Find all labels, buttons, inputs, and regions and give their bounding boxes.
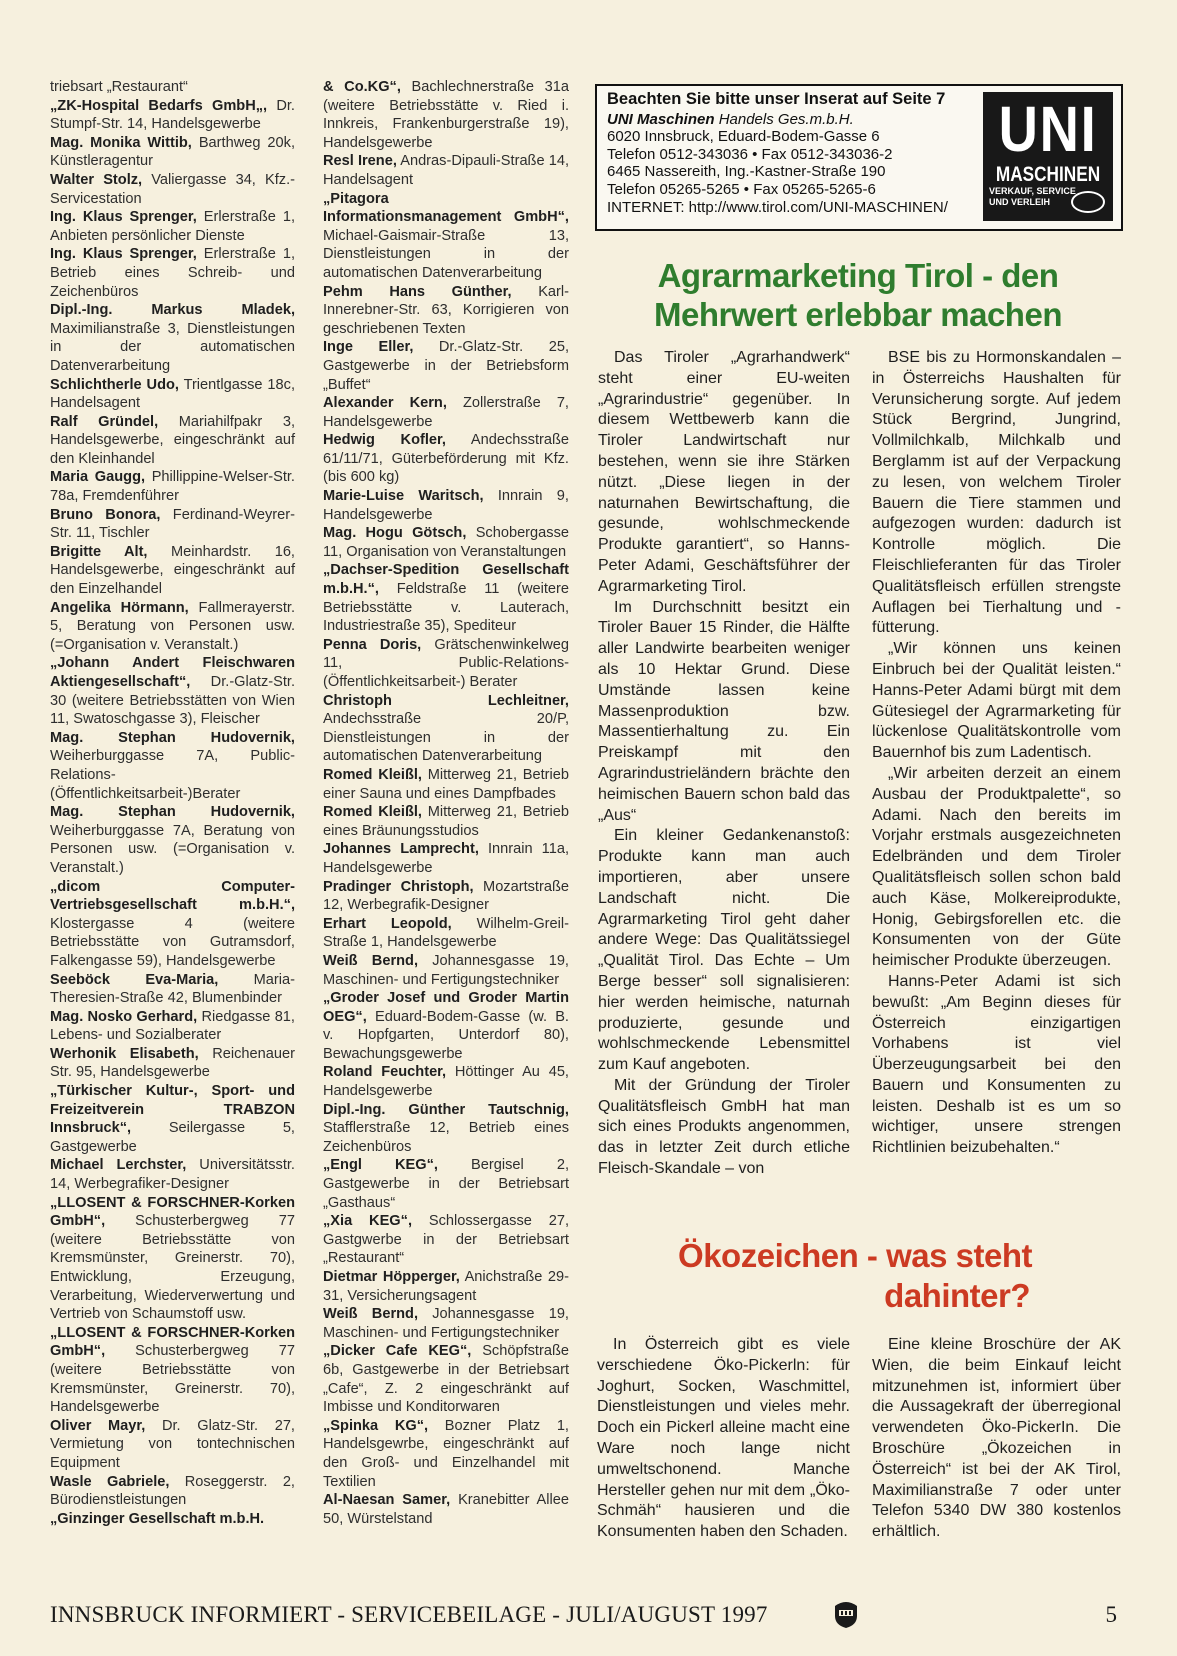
article-paragraph: Hanns-Peter Adami ist sich bewußt: „Am Beginn dieses für Österreich einzigartigen Vorhabens ist viel Überzeugungsarbeit bei den Bauern und Konsumenten zu leisten. Deshalb ist es um so wichtiger, unsere strengen Richtlinien beizubehalten.“ (872, 972, 1121, 1157)
entry-name: Bruno Bonora, (50, 506, 161, 523)
oekozeichen-headline (620, 1236, 1090, 1316)
directory-column-1 (50, 78, 295, 1528)
directory-entry (50, 803, 295, 877)
entry-details: Fallmerayerstr. 5, Beratung von Personen usw.(=Organisation v. Veranstalt.) (50, 599, 295, 653)
entry-details: Schöpfstraße 6b, Gastgewerbe in der Betriebsart „Cafe“, Z. 2 eingeschränkt auf Imbisse und Konditorwaren (323, 1343, 569, 1416)
entry-name: Romed Kleißl, (323, 766, 422, 783)
entry-details: Reichenauer Str. 95, Handelsgewerbe (50, 1045, 295, 1081)
entry-details: Ferdinand-Weyrer-Str. 11, Tischler (50, 506, 295, 542)
directory-entry (50, 1194, 295, 1324)
directory-entry (323, 1101, 569, 1157)
entry-name: Seeböck Eva-Maria, (50, 971, 219, 988)
article-paragraph: Mit der Gründung der Tiroler Qualitätsfleisch GmbH hat man sich eines Produkts angenommen, das in letzter Zeit durch etliche Fleisch-Skandale – von (598, 1076, 850, 1178)
entry-name: Weiß Bernd, (323, 1306, 419, 1323)
oekozeichen-column-1 (597, 1335, 850, 1543)
entry-details: Stafflerstraße 12, Betrieb eines Zeichenbüros (323, 1120, 569, 1155)
directory-entry (323, 1491, 569, 1528)
entry-details: Schlossergasse 27, Gastgwerbe in der Betriebsart „Restaurant“ (323, 1213, 569, 1267)
uni-maschinen-advert (595, 84, 1123, 231)
directory-entry (50, 1045, 295, 1082)
entry-name: Walter Stolz, (50, 171, 143, 188)
entry-details: Roseggerstr. 2, Bürodienstleistungen (50, 1473, 295, 1509)
entry-name: Dipl.-Ing. Günther Tautschnig, (323, 1101, 569, 1118)
entry-name: & Co.KG“, (323, 79, 401, 95)
entry-details: Anichstraße 29-31, Versicherungsagent (323, 1269, 570, 1304)
advert-line: 6020 Innsbruck, Eduard-Bodem-Gasse 6 (607, 128, 880, 146)
advert-company-name: UNI Maschinen (607, 110, 715, 128)
entry-name: „Türkischer Kultur-, Sport- und Freizeitverein TRABZON Innsbruck“, (50, 1083, 295, 1137)
directory-entry (50, 301, 295, 375)
innsbruck-crest-icon (833, 1600, 859, 1628)
entry-details: Wilhelm-Greil-Straße 1, Handelsgewerbe (323, 915, 569, 951)
entry-name: „Ginzinger Gesellschaft m.b.H. (50, 1510, 265, 1527)
entry-details: Johannesgasse 19, Maschinen- und Fertigungstechniker (323, 952, 569, 988)
entry-name: Johannes Lamprecht, (323, 841, 479, 858)
entry-name: „ZK-Hospital Bedarfs GmbH„, (50, 97, 268, 114)
entry-details: Johannesgasse 19, Maschinen- und Fertigungstechniker (323, 1306, 569, 1341)
directory-entry (50, 971, 295, 1008)
entry-details: Barthweg 20k, Künstleragentur (50, 134, 295, 170)
entry-name: „Dicker Cafe KEG“, (323, 1343, 472, 1360)
directory-entry (50, 97, 295, 134)
directory-entry (323, 636, 569, 692)
entry-name: „Engl KEG“, (323, 1157, 438, 1174)
entry-name: Oliver Mayr, (50, 1417, 146, 1434)
article-paragraph: Eine kleine Broschüre der AK Wien, die beim Einkauf leicht mitzunehmen ist, informiert über die Aussagekraft der überregional verwendeten Öko-PickerIn. Die Broschüre „Ökozeichen in Österreich“ ist bei der AK Tirol, Maximilianstraße 7 oder unter Telefon 5340 DW 380 kostenlos erhältlich. (872, 1336, 1121, 1541)
entry-details: Valiergasse 34, Kfz.-Servicestation (50, 171, 295, 207)
directory-entry (323, 1342, 569, 1416)
entry-name: „Spinka KG“, (323, 1417, 429, 1434)
directory-entry (50, 1473, 295, 1510)
directory-entry (50, 413, 295, 469)
directory-column-2 (323, 78, 569, 1528)
directory-entry (50, 878, 295, 971)
entry-details: Weiherburggasse 7A, Public-Relations-(Öffentlichkeitsarbeit-)Berater (50, 748, 295, 802)
entry-name: „Xia KEG“, (323, 1213, 413, 1230)
entry-details: Bozner Platz 1, Handelsgewrbe, eingeschränkt auf den Groß- und Einzelhandel mit Textilien (323, 1417, 569, 1490)
entry-name: Roland Feuchter, (323, 1064, 447, 1081)
entry-details: Andechsstraße 61/11/71, Güterbeförderung mit Kfz. (bis 600 kg) (323, 432, 570, 486)
entry-name: Al-Naesan Samer, (323, 1492, 451, 1509)
entry-name: Maria Gaugg, (50, 469, 146, 486)
headline-line: Mehrwert erlebbar machen (654, 296, 1062, 333)
directory-entry (50, 1082, 295, 1156)
entry-name: Erhart Leopold, (323, 915, 452, 932)
directory-entry (50, 171, 295, 208)
oekozeichen-column-2 (872, 1335, 1121, 1543)
entry-name: Alexander Kern, (323, 395, 447, 412)
entry-details: Dr. Stumpf-Str. 14, Handelsgewerbe (50, 97, 295, 133)
entry-details: Riedgasse 81, Lebens- und Sozialberater (50, 1008, 295, 1044)
page-footer (50, 1602, 1125, 1632)
entry-name: Christoph Lechleitner, (323, 692, 569, 709)
entry-name: „Dachser-Spedition Gesellschaft m.b.H.“, (323, 562, 569, 598)
entry-details: Phillippine-Welser-Str. 78a, Fremdenführer (50, 469, 295, 505)
entry-details: Seilergasse 5, Gastgewerbe (50, 1120, 295, 1155)
entry-name: Angelika Hörmann, (50, 599, 189, 616)
headline-line: Agrarmarketing Tirol - den (657, 257, 1059, 294)
directory-entry (323, 840, 569, 877)
directory-entry (323, 915, 569, 952)
entry-name: Penna Doris, (323, 636, 422, 653)
article-paragraph: Das Tiroler „Agrarhandwerk“ steht einer EU-weiten „Agrarindustrie“ gegenüber. In diesem Wettbewerb kann die Tiroler Landwirtschaft nur bestehen, wenn sie ihre Stärken nützt. „Diese liegen in der naturnahen Bewirtschaftung, die gesunde, wohlschmeckende Produkte garantiert“, so Hanns-Peter Adami, Geschäftsführer der Agrarmarketing Tirol. (598, 349, 850, 595)
directory-entry (323, 78, 569, 152)
directory-entry (323, 1417, 569, 1491)
directory-entry (50, 376, 295, 413)
entry-details: Schobergasse 11, Organisation von Veranstaltungen (323, 525, 569, 560)
advert-company (607, 111, 962, 129)
entry-details: Grätschenwinkelweg 11, Public-Relations-(Öffentlichkeitsarbeit-) Berater (323, 636, 569, 690)
directory-entry (50, 134, 295, 171)
directory-entry (50, 1156, 295, 1193)
directory-entry (50, 208, 295, 245)
advert-line: 6465 Nassereith, Ing.-Kastner-Straße 190 (607, 163, 886, 181)
entry-name: „LLOSENT & FORSCHNER-Korken GmbH“, (50, 1194, 295, 1230)
entry-name: Mag. Stephan Hudovernik, (50, 729, 295, 746)
entry-name: Pehm Hans Günther, (323, 283, 512, 300)
entry-details: Erlerstraße 1, Betrieb eines Schreib- und Zeichenbüros (50, 246, 296, 300)
entry-details: Maria-Theresien-Straße 42, Blumenbinder (50, 971, 295, 1007)
footer-title: INNSBRUCK INFORMIERT - SERVICEBEILAGE - JULI/AUGUST 1997 (50, 1602, 768, 1627)
directory-entry (50, 729, 295, 803)
directory-entry (323, 283, 569, 339)
article-paragraph: „Wir arbeiten derzeit an einem Ausbau der Produktpalette“, so Adami. Nach den bereits im Vorjahr erstmals ausgezeichneten Edelbränden und dem Tiroler Qualitätsfleisch sollen schon bald auch Käse, Molkereiprodukte, Honig, Gebirgsforellen etc. die Konsumenten von der Güte heimischer Produkte überzeugen. (872, 764, 1121, 970)
entry-name: Brigitte Alt, (50, 543, 148, 560)
entry-details: Mariahilfpakr 3, Handelsgewerbe, eingeschränkt auf den Kleinhandel (50, 413, 295, 467)
entry-details: Eduard-Bodem-Gasse (w. B. v. Hopfgarten, Unterdorf 80), Bewachungsgewerbe (323, 1008, 569, 1062)
entry-details: Schusterbergweg 77 (weitere Betriebsstätte von Kremsmünster, Greinerstr. 70), Handelsgewerbe (50, 1343, 295, 1416)
directory-entry (323, 190, 569, 283)
entry-details: Karl-Innerebner-Str. 63, Korrigieren von geschriebenen Texten (323, 283, 569, 337)
directory-entry (50, 245, 295, 301)
entry-name: Hedwig Kofler, (323, 432, 446, 449)
entry-name: „dicom Computer-Vertriebsgesellschaft m.b.H.“, (50, 878, 295, 914)
entry-name: Schlichtherle Udo, (50, 376, 179, 393)
article-paragraph: Im Durchschnitt besitzt ein Tiroler Bauer 15 Rinder, die Hälfte aller Landwirte bearbeiten weniger als 10 Hektar Grund. Diese Umstände lassen keine Massenproduktion bzw. Massentierhaltung zu. Ein Preiskampf mit den Agrarindustrieländern brächte den heimischen Bauern schon bald das „Aus“ (598, 598, 850, 824)
advert-line: Telefon 0512-343036 • Fax 0512-343036-2 (607, 145, 893, 163)
entry-details: Bergisel 2, Gastgewerbe in der Betriebsart „Gasthaus“ (323, 1157, 570, 1211)
entry-details: Meinhardstr. 16, Handelsgewerbe, eingeschränkt auf den Einzelhandel (50, 543, 295, 598)
entry-details: Innrain 9, Handelsgewerbe (323, 488, 569, 523)
advert-text (607, 91, 962, 216)
entry-details: Michael-Gaismair-Straße 13, Dienstleistungen in der automatischen Datenverarbeitung (323, 227, 569, 281)
entry-details: Dr.-Glatz-Str. 25, Gastgewerbe in der Betriebsform „Buffet“ (323, 339, 569, 393)
directory-entry (50, 1417, 295, 1473)
directory-entry (323, 394, 569, 431)
entry-details: Andras-Dipauli-Straße 14, Handelsagent (323, 153, 569, 188)
entry-details: Innrain 11a, Handelsgewerbe (323, 841, 569, 876)
entry-details: Bachlechnerstraße 31a (weitere Betriebsstätte v. Ried i. Innkreis, Frankenburgerstraße 19), Handelsgewerbe (323, 79, 569, 151)
entry-name: „Pitagora Informationsmanagement GmbH“, (323, 190, 569, 226)
entry-details: Klostergasse 4 (weitere Betriebsstätte von Gutramsdorf, Falkengasse 59), Handelsgewerbe (50, 915, 295, 969)
entry-name: Weiß Bernd, (323, 952, 419, 969)
entry-details: Dr. Glatz-Str. 27, Vermietung von tontechnischen Equipment (50, 1417, 295, 1471)
entry-name: Werhonik Elisabeth, (50, 1045, 199, 1062)
uni-maschinen-logo (983, 92, 1113, 221)
logo-maschinen-text: MASCHINEN (995, 163, 1101, 186)
article-paragraph: „Wir können uns keinen Einbruch bei der Qualität leisten.“ Hanns-Peter Adami bürgt mit dem Gütesiegel der Agrarmarketing für lückenlose Qualitätskontrolle vom Bauernhof bis zum Ladentisch. (872, 640, 1121, 762)
entry-details: Trientlgasse 18c, Handelsagent (50, 376, 295, 412)
logo-emblem-icon (1071, 191, 1105, 213)
directory-entry (323, 487, 569, 524)
entry-details: Universitätsstr. 14, Werbegrafiker-Designer (50, 1157, 295, 1193)
advert-headline: Beachten Sie bitte unser Inserat auf Seite 7 (607, 90, 946, 108)
advert-line: Telefon 05265-5265 • Fax 05265-5265-6 (607, 180, 876, 198)
entry-name: „LLOSENT & FORSCHNER-Korken GmbH“, (50, 1324, 295, 1360)
directory-entry (50, 599, 295, 655)
entry-name: Mag. Nosko Gerhard, (50, 1008, 198, 1025)
directory-entry (50, 1510, 295, 1529)
entry-details: Dr.-Glatz-Str. 30 (weitere Betriebsstätten von Wien 11, Swatoschgasse 3), Fleischer (50, 674, 295, 728)
agrarmarketing-column-1 (598, 348, 850, 1180)
entry-details: Mozartstraße 12, Werbegrafik-Designer (323, 878, 569, 914)
advert-url[interactable]: INTERNET: http://www.tirol.com/UNI-MASCHINEN/ (607, 198, 948, 216)
headline-line: dahinter? (884, 1277, 1030, 1314)
entry-name: Ing. Klaus Sprenger, (50, 209, 197, 226)
directory-entry (323, 338, 569, 394)
entry-name: Ing. Klaus Sprenger, (50, 246, 197, 263)
entry-name: „Johann Andert Fleischwaren Aktiengesellschaft“, (50, 655, 295, 690)
directory-entry (323, 1305, 569, 1342)
entry-details: triebsart „Restaurant“ (50, 79, 188, 95)
entry-name: Inge Eller, (323, 339, 414, 356)
entry-name: Michael Lerchster, (50, 1157, 187, 1174)
entry-details: Mitterweg 21, Betrieb einer Sauna und eines Dampfbades (323, 766, 569, 802)
page-number: 5 (1105, 1602, 1117, 1627)
entry-details: Mitterweg 21, Betrieb eines Bräunungsstudios (323, 804, 569, 839)
entry-details: Weiherburggasse 7A, Beratung von Personen usw. (=Organisation v. Veranstalt.) (50, 822, 295, 876)
directory-entry (323, 1063, 569, 1100)
logo-uni-text: UNI (998, 93, 1098, 165)
entry-name: Romed Kleißl, (323, 804, 422, 821)
entry-name: Dipl.-Ing. Markus Mladek, (50, 302, 295, 319)
directory-entry (50, 654, 295, 728)
article-paragraph: Ein kleiner Gedankenanstoß: Produkte kann man auch importieren, aber unsere Landschaft nicht. Die Agrarmarketing Tirol geht daher andere Wege: Das Qualitätssiegel „Qualität Tirol. Das Echte – Um Berge besser“ soll signalisieren: hier werden heimische, naturnah produzierte, gesunde und wohlschmeckende Lebensmittel zum Kauf angeboten. (598, 827, 850, 1074)
entry-name: Mag. Hogu Götsch, (323, 525, 467, 542)
logo-sub-text-2: UND VERLEIH (989, 197, 1051, 207)
directory-entry (323, 524, 569, 561)
agrarmarketing-headline (593, 256, 1123, 334)
entry-details: Erlerstraße 1, Anbieten persönlicher Dienste (50, 209, 296, 244)
headline-line: Ökozeichen - was steht (678, 1237, 1032, 1274)
entry-details: Maximilianstraße 3, Dienstleistungen in der automatischen Datenverarbeitung (50, 320, 295, 374)
directory-entry (323, 989, 569, 1063)
directory-entry (50, 1324, 295, 1417)
entry-details: Schusterbergweg 77 (weitere Betriebsstätte von Kremsmünster, Greinerstr. 70), Entwicklung, Erzeugung, Verarbeitung, Wiederverwertung und Vertrieb von Schaumstoff usw. (50, 1213, 295, 1323)
entry-name: Pradinger Christoph, (323, 878, 474, 895)
directory-entry (323, 878, 569, 915)
directory-entry (323, 766, 569, 803)
entry-name: Mag. Stephan Hudovernik, (50, 804, 295, 821)
directory-entry (50, 506, 295, 543)
entry-details: Zollerstraße 7, Handelsgewerbe (323, 395, 569, 430)
directory-entry (323, 561, 569, 635)
directory-entry (323, 952, 569, 989)
entry-name: Mag. Monika Wittib, (50, 134, 192, 151)
directory-entry (50, 1008, 295, 1045)
advert-company-form: Handels Ges.m.b.H. (714, 110, 854, 128)
article-paragraph: In Österreich gibt es viele verschiedene Öko-Pickerln: für Joghurt, Socken, Waschmittel, Dienstleistungen und vieles mehr. Doch ein Pickerl alleine macht eine Ware noch lange nicht umweltschonend. Manche Hersteller gehen nur mit dem „Öko-Schmäh“ hausieren und die Konsumenten haben den Schaden. (597, 1336, 850, 1541)
directory-entry (323, 1268, 569, 1305)
logo-sub-text-1: VERKAUF, SERVICE (989, 186, 1076, 196)
entry-name: Dietmar Höpperger, (323, 1269, 460, 1285)
directory-entry (323, 692, 569, 766)
entry-name: Wasle Gabriele, (50, 1473, 170, 1490)
directory-entry (50, 543, 295, 599)
directory-entry (323, 431, 569, 487)
agrarmarketing-column-2 (872, 348, 1121, 1159)
entry-details: Feldstraße 11 (weitere Betriebsstätte v. Lauterach, Industriestraße 35), Spediteur (323, 581, 569, 635)
entry-name: Resl Irene, (323, 153, 397, 170)
directory-entry (50, 78, 295, 97)
entry-details: Andechsstraße 20/P, Dienstleistungen in der automatischen Datenverarbeitung (323, 711, 569, 765)
entry-details: Kranebitter Allee 50, Würstelstand (323, 1492, 569, 1527)
directory-entry (323, 803, 569, 840)
directory-entry (323, 152, 569, 189)
directory-entry (323, 1212, 569, 1268)
directory-entry (323, 1156, 569, 1212)
entry-name: Ralf Gründel, (50, 413, 159, 430)
entry-name: „Groder Josef und Groder Martin OEG“, (323, 990, 569, 1025)
article-paragraph: BSE bis zu Hormonskandalen – in Österreichs Haushalten für Verunsicherung sorgte. Auf jedem Stück Bergrind, Jungrind, Vollmilchkalb, Milchkalb und Berglamm ist auf der Verpackung zu lesen, von welchem Tiroler Bauern die Tiere stammen und aufgezogen wurden: dadurch ist Kontrolle möglich. Die Fleischlieferanten für das Tiroler Qualitätsfleisch erfüllen strengste Auflagen bei Tierhaltung und -fütterung. (872, 349, 1121, 637)
directory-entry (50, 468, 295, 505)
entry-details: Höttinger Au 45, Handelsgewerbe (323, 1064, 569, 1100)
entry-name: Marie-Luise Waritsch, (323, 488, 484, 505)
